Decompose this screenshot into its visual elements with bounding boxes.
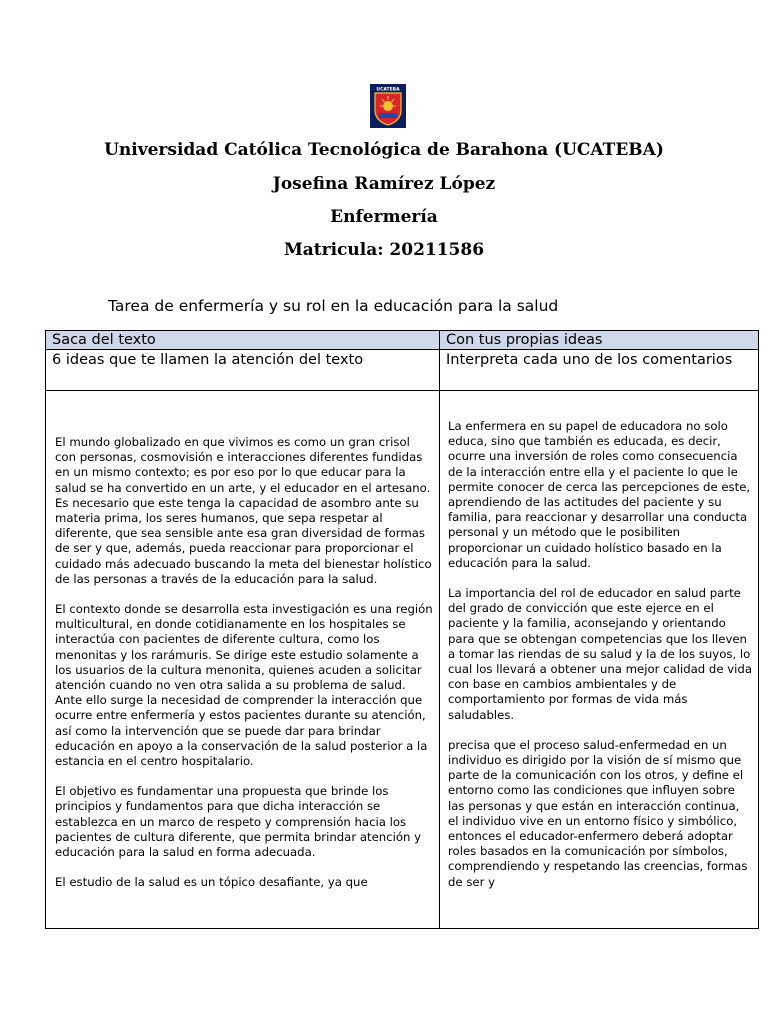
right-paragraph: La importancia del rol de educador en salud parte del grado de convicción que este ejerce en el paciente y la familia, aconsejando y orientando para que se obtengan competencias que los lleven a tomar las riendas de su salud y la de los suyos, lo cual los llevará a obtener una mejor calidad de vida con base en cambios ambientales y de comportamiento por formas de vida más saludables. xyxy=(448,586,752,722)
university-logo xyxy=(370,84,406,128)
right-cell xyxy=(440,391,759,929)
col1-header: Saca del texto xyxy=(46,331,440,350)
left-cell xyxy=(46,391,440,929)
left-paragraph: El contexto donde se desarrolla esta investigación es una región multicultural, en donde cotidianamente en los hospitales se interactúa con pacientes de diferente cultura, como los menonitas y los rarámuris. Se dirige este estudio solamente a los usuarios de la cultura menonita, quienes acuden a solicitar atención cuando no ven otra salida a su problema de salud. Ante ello surge la necesidad de comprender la interacción que ocurre entre enfermería y estos pacientes durante su atención, así como la intervención que se puede dar para brindar educación en apoyo a la conservación de la salud posterior a la estancia en el centro hospitalario. xyxy=(55,602,433,769)
col2-header: Con tus propias ideas xyxy=(440,331,759,350)
left-paragraph: El objetivo es fundamentar una propuesta que brinde los principios y fundamentos para que dicha interacción se establezca en un marco de respeto y comprensión hacia los pacientes de cultura diferente, que permita brindar atención y educación para la salud en forma adecuada. xyxy=(55,784,422,860)
ideas-table xyxy=(45,330,759,929)
right-text-column xyxy=(440,391,758,928)
col1-subheader: 6 ideas que te llamen la atención del texto xyxy=(46,350,440,391)
university-name: Universidad Católica Tecnológica de Barahona (UCATEBA) xyxy=(104,140,664,160)
student-name: Josefina Ramírez López xyxy=(272,174,496,194)
left-paragraph: El mundo globalizado en que vivimos es como un gran crisol con personas, cosmovisión e interacciones diferentes fundidas en un mismo contexto; es por eso por lo que educar para la salud se ha convertido en un arte, y el educador en el artesano. Es necesario que este tenga la capacidad de asombro ante su materia prima, los seres humanos, que sepa respetar al diferente, que sea sensible ante esa gran diversidad de formas de ser y que, además, pueda reaccionar para proporcionar el cuidado más adecuado buscando la meta del bienestar holístico de las personas a través de la educación para la salud. xyxy=(55,435,432,586)
logo-label: UCATEBA xyxy=(376,87,400,93)
col2-subheader: Interpreta cada uno de los comentarios xyxy=(440,350,759,391)
left-text-column xyxy=(46,391,439,928)
table-body-row xyxy=(46,391,759,929)
matricula: Matricula: 20211586 xyxy=(283,240,485,260)
left-paragraph: El estudio de la salud es un tópico desafiante, ya que xyxy=(55,875,368,890)
table-subheader-row xyxy=(46,350,759,391)
task-title: Tarea de enfermería y su rol en la educación para la salud xyxy=(108,297,559,315)
right-paragraph: precisa que el proceso salud-enfermedad en un individuo es dirigido por la visión de sí mismo que parte de la comunicación con los otros, y define el entorno como las condiciones que influyen sobre las personas y que están en interacción continua, el individuo vive en un entorno físico y simbólico, entonces el educador-enfermero deberá adoptar roles basados en la comunicación por símbolos, comprendiendo y respetando las creencias, formas de ser y xyxy=(448,737,748,889)
right-paragraph: La enfermera en su papel de educadora no solo educa, sino que también es educada, es decir, ocurre una inversión de roles como consecuencia de la interacción entre ella y el paciente lo que le permite conocer de cerca las percepciones de este, aprendiendo de las actitudes del paciente y su familia, para reaccionar y desarrollar una conducta personal y un método que le posibiliten proporcionar un cuidado holístico basado en la educación para la salud. xyxy=(448,419,751,570)
table-header-row xyxy=(46,331,759,350)
career-name: Enfermería xyxy=(330,207,438,227)
